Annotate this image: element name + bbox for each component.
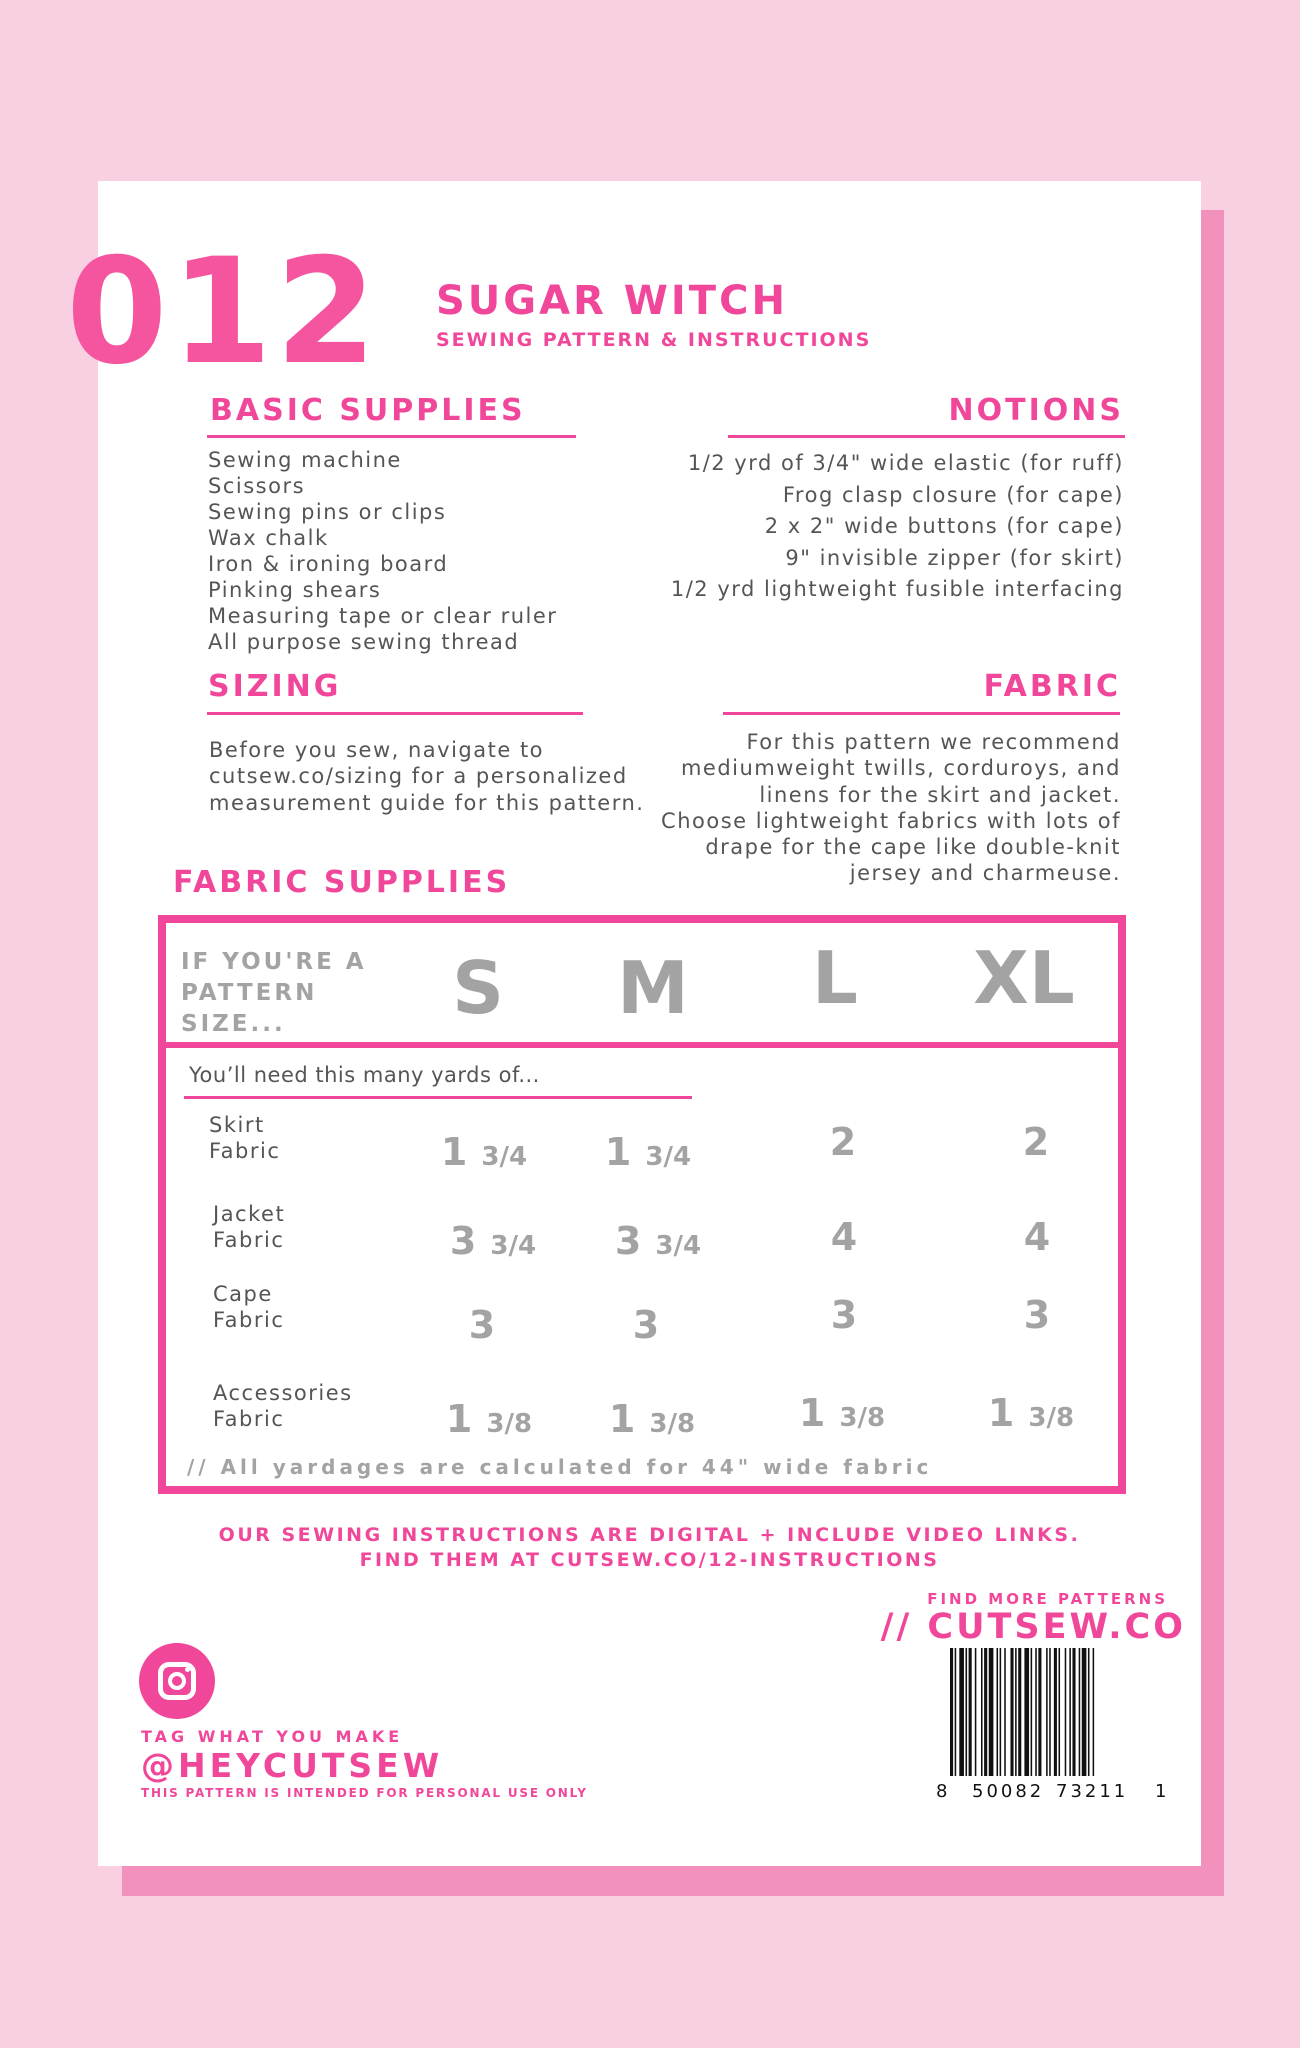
instagram-handle[interactable]: @HEYCUTSEW bbox=[141, 1746, 444, 1785]
list-item: Scissors bbox=[208, 474, 306, 498]
barcode bbox=[948, 1648, 1148, 1776]
barcode-bar bbox=[969, 1648, 972, 1776]
table-divider bbox=[166, 1042, 1118, 1048]
website-link[interactable]: // CUTSEW.CO bbox=[880, 1607, 1186, 1647]
pattern-subtitle: SEWING PATTERN & INSTRUCTIONS bbox=[436, 329, 872, 351]
qty-accessories-m: 1 3/8 bbox=[608, 1397, 696, 1441]
notions-heading: NOTIONS bbox=[948, 393, 1124, 428]
list-item: 1/2 yrd of 3/4" wide elastic (for ruff) bbox=[687, 451, 1124, 475]
barcode-digit: 50082 bbox=[972, 1781, 1045, 1802]
barcode-bar bbox=[1035, 1648, 1037, 1776]
sizing-rule bbox=[207, 712, 583, 715]
barcode-digit: 8 bbox=[936, 1781, 948, 1802]
find-more-label: FIND MORE PATTERNS bbox=[927, 1590, 1168, 1608]
qty-accessories-xl: 1 3/8 bbox=[987, 1391, 1075, 1435]
barcode-bar bbox=[1018, 1648, 1021, 1776]
list-item: Iron & ironing board bbox=[208, 552, 449, 576]
qty-jacket-xl: 4 bbox=[1023, 1215, 1051, 1259]
qty-accessories-s: 1 3/8 bbox=[445, 1397, 533, 1441]
barcode-bar bbox=[1069, 1648, 1071, 1776]
list-item: Wax chalk bbox=[208, 526, 329, 550]
size-xl: XL bbox=[973, 936, 1075, 1020]
size-prompt: IF YOU'RE A PATTERN SIZE... bbox=[181, 949, 367, 1037]
basic-supplies-list bbox=[208, 447, 557, 655]
list-item: All purpose sewing thread bbox=[208, 630, 520, 654]
row-label-accessories: Accessories Fabric bbox=[213, 1381, 353, 1431]
barcode-bar bbox=[989, 1648, 994, 1776]
barcode-bar bbox=[1004, 1648, 1006, 1776]
instructions-line-1: OUR SEWING INSTRUCTIONS ARE DIGITAL + INCLUDE VIDEO LINKS. bbox=[218, 1524, 1081, 1546]
barcode-digit: 1 bbox=[1155, 1781, 1167, 1802]
basic-supplies-heading: BASIC SUPPLIES bbox=[210, 393, 526, 428]
barcode-bar bbox=[1046, 1648, 1048, 1776]
tag-label: TAG WHAT YOU MAKE bbox=[141, 1727, 404, 1746]
yards-needed-label: You’ll need this many yards of... bbox=[189, 1063, 540, 1087]
notions-list bbox=[671, 448, 1124, 606]
barcode-bar bbox=[1000, 1648, 1002, 1776]
qty-accessories-l: 1 3/8 bbox=[798, 1391, 886, 1435]
list-item: Measuring tape or clear ruler bbox=[208, 604, 558, 628]
barcode-bar bbox=[950, 1648, 953, 1776]
yards-needed-rule bbox=[184, 1096, 692, 1099]
qty-skirt-l: 2 bbox=[829, 1120, 857, 1164]
barcode-bar bbox=[984, 1648, 987, 1776]
list-item: 9" invisible zipper (for skirt) bbox=[785, 545, 1124, 570]
barcode-bar bbox=[959, 1648, 964, 1776]
row-label-jacket: Jacket Fabric bbox=[213, 1202, 286, 1252]
size-s: S bbox=[452, 946, 504, 1030]
qty-cape-l: 3 bbox=[830, 1293, 858, 1337]
list-item: 2 x 2" wide buttons (for cape) bbox=[764, 514, 1124, 538]
qty-jacket-l: 4 bbox=[830, 1215, 858, 1259]
barcode-bar bbox=[1031, 1648, 1033, 1776]
fabric-rule bbox=[723, 712, 1120, 715]
qty-skirt-s: 1 3/4 bbox=[440, 1130, 528, 1174]
barcode-bar bbox=[1059, 1648, 1061, 1776]
sizing-text: Before you sew, navigate to cutsew.co/sizing for a personalized measurement guide for this pattern. bbox=[209, 738, 645, 815]
qty-skirt-xl: 2 bbox=[1022, 1120, 1050, 1164]
pattern-title: SUGAR WITCH bbox=[436, 278, 788, 324]
barcode-bar bbox=[1065, 1648, 1067, 1776]
row-label-cape: Cape Fabric bbox=[213, 1282, 285, 1332]
size-l: L bbox=[812, 936, 858, 1020]
fabric-text: For this pattern we recommend mediumweight twills, corduroys, and linens for the skirt and jacket. Choose lightweight fabrics with lots of drape for the cape like double-knit jersey and charmeuse. bbox=[661, 730, 1121, 886]
list-item: Frog clasp closure (for cape) bbox=[782, 482, 1124, 507]
fabric-heading: FABRIC bbox=[983, 669, 1121, 704]
qty-cape-s: 3 bbox=[468, 1303, 496, 1347]
basic-supplies-rule bbox=[207, 435, 576, 438]
personal-use-disclaimer: THIS PATTERN IS INTENDED FOR PERSONAL USE ONLY bbox=[141, 1786, 588, 1800]
sizing-heading: SIZING bbox=[208, 669, 342, 704]
barcode-bar bbox=[1093, 1648, 1095, 1776]
barcode-bar bbox=[1010, 1648, 1013, 1776]
pattern-number: 012 bbox=[66, 227, 380, 397]
qty-jacket-m: 3 3/4 bbox=[614, 1219, 702, 1263]
barcode-bar bbox=[1072, 1648, 1075, 1776]
yardage-footnote: // All yardages are calculated for 44" wide fabric bbox=[187, 1455, 933, 1479]
barcode-bar bbox=[1038, 1648, 1041, 1776]
fabric-supplies-heading: FABRIC SUPPLIES bbox=[173, 865, 511, 900]
row-label-skirt: Skirt Fabric bbox=[209, 1113, 281, 1163]
size-m: M bbox=[617, 946, 689, 1030]
barcode-digit: 73211 bbox=[1056, 1781, 1129, 1802]
barcode-bar bbox=[997, 1648, 999, 1776]
barcode-bar bbox=[1024, 1648, 1029, 1776]
barcode-bar bbox=[1082, 1648, 1087, 1776]
barcode-bar bbox=[975, 1648, 977, 1776]
list-item: Pinking shears bbox=[208, 578, 382, 602]
qty-jacket-s: 3 3/4 bbox=[449, 1219, 537, 1263]
barcode-bar bbox=[955, 1648, 957, 1776]
qty-skirt-m: 1 3/4 bbox=[604, 1130, 692, 1174]
notions-rule bbox=[728, 435, 1125, 438]
list-item: Sewing pins or clips bbox=[208, 500, 447, 524]
barcode-bar bbox=[1079, 1648, 1081, 1776]
list-item: 1/2 yrd lightweight fusible interfacing bbox=[670, 577, 1124, 601]
barcode-bar bbox=[981, 1648, 983, 1776]
instructions-line-2: FIND THEM AT CUTSEW.CO/12-INSTRUCTIONS bbox=[359, 1549, 940, 1571]
barcode-bar bbox=[1015, 1648, 1017, 1776]
qty-cape-xl: 3 bbox=[1023, 1293, 1051, 1337]
barcode-bar bbox=[1054, 1648, 1057, 1776]
barcode-bar bbox=[1088, 1648, 1090, 1776]
barcode-bar bbox=[966, 1648, 968, 1776]
qty-cape-m: 3 bbox=[632, 1303, 660, 1347]
instagram-icon[interactable] bbox=[139, 1643, 215, 1719]
list-item: Sewing machine bbox=[208, 448, 402, 472]
barcode-bar bbox=[1049, 1648, 1051, 1776]
pattern-back-cover bbox=[66, 181, 1201, 1866]
